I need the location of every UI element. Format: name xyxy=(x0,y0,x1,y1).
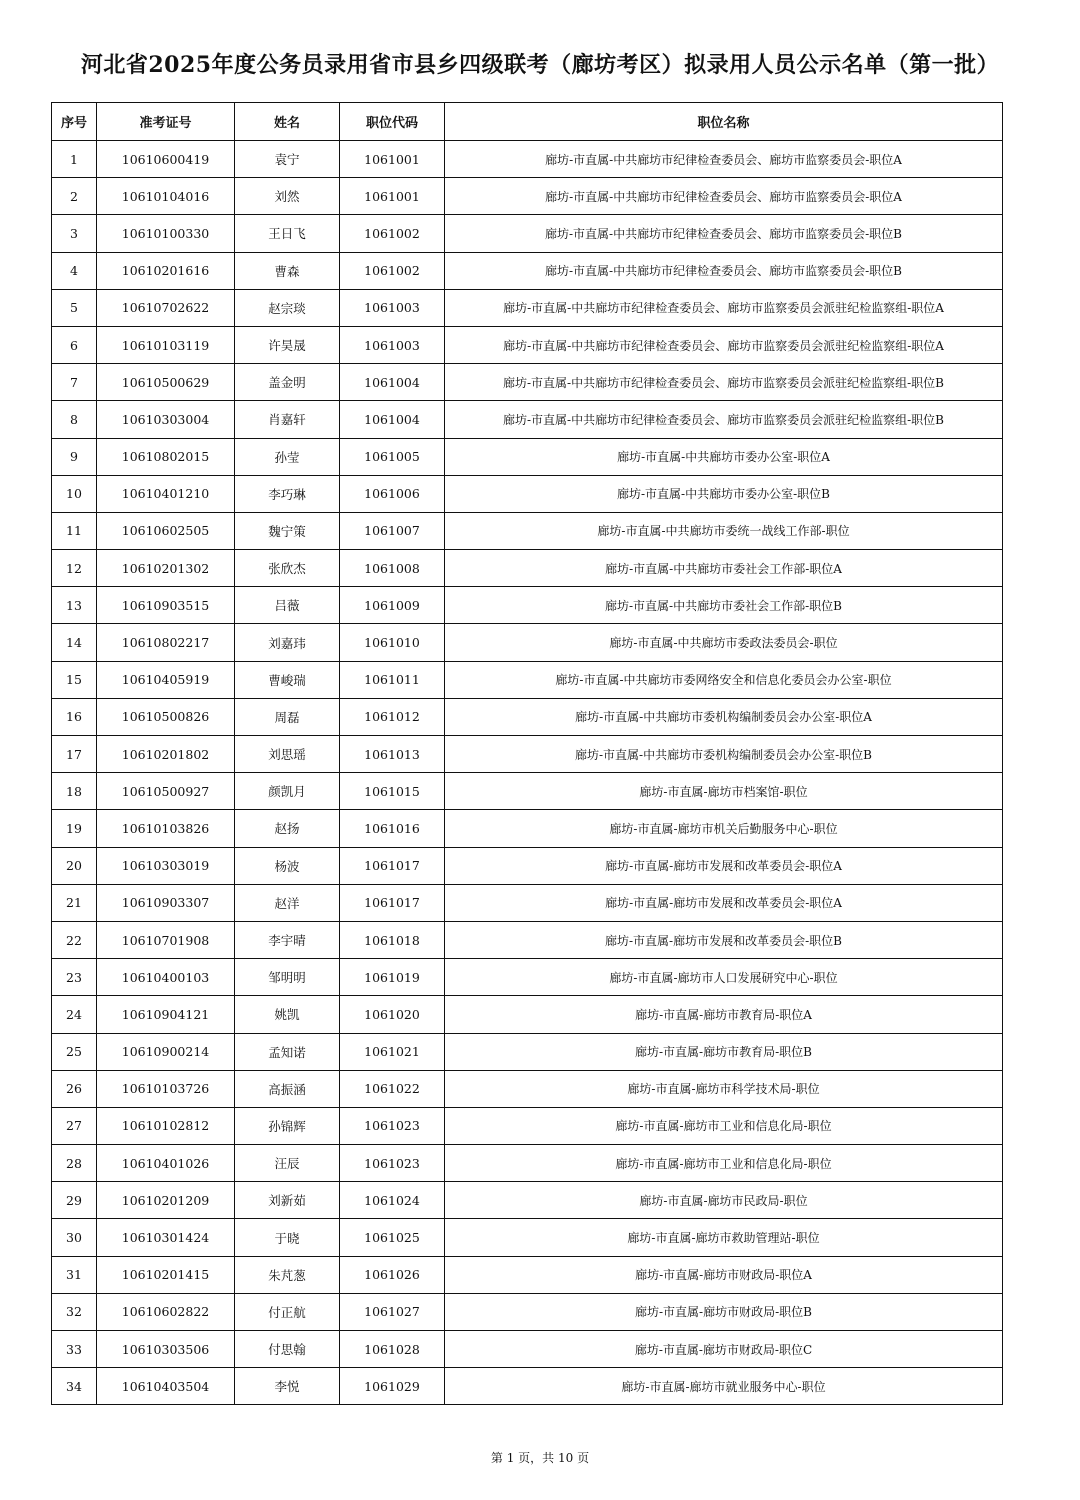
cell-index: 21 xyxy=(52,884,97,921)
cell-exam-number: 10610100330 xyxy=(97,215,235,252)
cell-index: 2 xyxy=(52,178,97,215)
cell-position-name: 廊坊-市直属-廊坊市发展和改革委员会-职位A xyxy=(445,847,1003,884)
cell-position-name: 廊坊-市直属-中共廊坊市纪律检查委员会、廊坊市监察委员会-职位B xyxy=(445,215,1003,252)
cell-position-code: 1061025 xyxy=(340,1219,445,1256)
cell-position-code: 1061015 xyxy=(340,773,445,810)
cell-index: 20 xyxy=(52,847,97,884)
cell-position-name: 廊坊-市直属-中共廊坊市委社会工作部-职位A xyxy=(445,550,1003,587)
cell-index: 5 xyxy=(52,289,97,326)
cell-index: 18 xyxy=(52,773,97,810)
cell-name: 曹峻瑞 xyxy=(235,661,340,698)
cell-name: 许昊晟 xyxy=(235,326,340,363)
table-row xyxy=(52,1070,1003,1107)
cell-exam-number: 10610500826 xyxy=(97,698,235,735)
header-position-code: 职位代码 xyxy=(340,103,445,141)
cell-position-code: 1061027 xyxy=(340,1293,445,1330)
cell-position-code: 1061004 xyxy=(340,401,445,438)
cell-index: 16 xyxy=(52,698,97,735)
cell-position-name: 廊坊-市直属-中共廊坊市纪律检查委员会、廊坊市监察委员会派驻纪检监察组-职位B xyxy=(445,401,1003,438)
table-row xyxy=(52,587,1003,624)
cell-name: 于晓 xyxy=(235,1219,340,1256)
cell-name: 曹森 xyxy=(235,252,340,289)
cell-name: 袁宁 xyxy=(235,141,340,178)
cell-name: 周磊 xyxy=(235,698,340,735)
cell-position-code: 1061010 xyxy=(340,624,445,661)
header-position-name: 职位名称 xyxy=(445,103,1003,141)
table-row xyxy=(52,698,1003,735)
cell-position-name: 廊坊-市直属-中共廊坊市委网络安全和信息化委员会办公室-职位 xyxy=(445,661,1003,698)
page-footer: 第 1 页，共 10 页 xyxy=(490,1451,590,1465)
cell-exam-number: 10610403504 xyxy=(97,1368,235,1405)
table-row xyxy=(52,996,1003,1033)
cell-exam-number: 10610102812 xyxy=(97,1107,235,1144)
cell-exam-number: 10610303004 xyxy=(97,401,235,438)
table-header-row xyxy=(52,103,1003,141)
table-row xyxy=(52,773,1003,810)
cell-index: 22 xyxy=(52,921,97,958)
cell-position-name: 廊坊-市直属-廊坊市发展和改革委员会-职位A xyxy=(445,884,1003,921)
cell-name: 魏宁策 xyxy=(235,512,340,549)
cell-position-code: 1061011 xyxy=(340,661,445,698)
cell-position-name: 廊坊-市直属-廊坊市工业和信息化局-职位 xyxy=(445,1107,1003,1144)
cell-exam-number: 10610405919 xyxy=(97,661,235,698)
cell-name: 赵洋 xyxy=(235,884,340,921)
cell-position-name: 廊坊-市直属-中共廊坊市纪律检查委员会、廊坊市监察委员会派驻纪检监察组-职位A xyxy=(445,289,1003,326)
table-row xyxy=(52,438,1003,475)
cell-position-code: 1061020 xyxy=(340,996,445,1033)
cell-position-name: 廊坊-市直属-廊坊市教育局-职位B xyxy=(445,1033,1003,1070)
cell-index: 28 xyxy=(52,1145,97,1182)
cell-exam-number: 10610303019 xyxy=(97,847,235,884)
cell-position-name: 廊坊-市直属-廊坊市人口发展研究中心-职位 xyxy=(445,959,1003,996)
table-row xyxy=(52,512,1003,549)
cell-index: 13 xyxy=(52,587,97,624)
cell-name: 吕薇 xyxy=(235,587,340,624)
cell-exam-number: 10610201415 xyxy=(97,1256,235,1293)
cell-name: 孟知诺 xyxy=(235,1033,340,1070)
cell-index: 19 xyxy=(52,810,97,847)
cell-exam-number: 10610600419 xyxy=(97,141,235,178)
cell-exam-number: 10610201209 xyxy=(97,1182,235,1219)
cell-exam-number: 10610903515 xyxy=(97,587,235,624)
cell-name: 邹明明 xyxy=(235,959,340,996)
cell-exam-number: 10610802217 xyxy=(97,624,235,661)
cell-position-code: 1061003 xyxy=(340,289,445,326)
cell-position-code: 1061017 xyxy=(340,884,445,921)
cell-position-code: 1061028 xyxy=(340,1331,445,1368)
cell-name: 孙莹 xyxy=(235,438,340,475)
cell-index: 29 xyxy=(52,1182,97,1219)
cell-name: 刘思瑶 xyxy=(235,736,340,773)
table-row xyxy=(52,215,1003,252)
cell-name: 刘新茹 xyxy=(235,1182,340,1219)
table-row xyxy=(52,884,1003,921)
cell-index: 33 xyxy=(52,1331,97,1368)
cell-exam-number: 10610602505 xyxy=(97,512,235,549)
cell-index: 4 xyxy=(52,252,97,289)
cell-name: 姚凯 xyxy=(235,996,340,1033)
cell-position-code: 1061023 xyxy=(340,1107,445,1144)
cell-name: 颜凯月 xyxy=(235,773,340,810)
cell-index: 8 xyxy=(52,401,97,438)
cell-index: 6 xyxy=(52,326,97,363)
cell-index: 12 xyxy=(52,550,97,587)
cell-exam-number: 10610201616 xyxy=(97,252,235,289)
cell-position-code: 1061013 xyxy=(340,736,445,773)
cell-name: 朱芃葱 xyxy=(235,1256,340,1293)
cell-position-code: 1061006 xyxy=(340,475,445,512)
cell-index: 32 xyxy=(52,1293,97,1330)
cell-index: 26 xyxy=(52,1070,97,1107)
cell-position-name: 廊坊-市直属-廊坊市教育局-职位A xyxy=(445,996,1003,1033)
cell-position-name: 廊坊-市直属-廊坊市民政局-职位 xyxy=(445,1182,1003,1219)
cell-name: 孙锦辉 xyxy=(235,1107,340,1144)
table-row xyxy=(52,959,1003,996)
cell-position-code: 1061002 xyxy=(340,215,445,252)
cell-position-code: 1061001 xyxy=(340,178,445,215)
cell-index: 10 xyxy=(52,475,97,512)
cell-position-name: 廊坊-市直属-中共廊坊市纪律检查委员会、廊坊市监察委员会派驻纪检监察组-职位A xyxy=(445,326,1003,363)
cell-position-code: 1061003 xyxy=(340,326,445,363)
cell-name: 盖金明 xyxy=(235,364,340,401)
cell-name: 张欣杰 xyxy=(235,550,340,587)
cell-position-name: 廊坊-市直属-中共廊坊市委统一战线工作部-职位 xyxy=(445,512,1003,549)
table-row xyxy=(52,1368,1003,1405)
cell-name: 赵扬 xyxy=(235,810,340,847)
cell-position-name: 廊坊-市直属-中共廊坊市委政法委员会-职位 xyxy=(445,624,1003,661)
table-row xyxy=(52,401,1003,438)
page-title: 河北省2025年度公务员录用省市县乡四级联考（廊坊考区）拟录用人员公示名单（第一批） xyxy=(80,52,1000,78)
cell-position-code: 1061001 xyxy=(340,141,445,178)
cell-position-code: 1061005 xyxy=(340,438,445,475)
cell-position-name: 廊坊-市直属-廊坊市机关后勤服务中心-职位 xyxy=(445,810,1003,847)
cell-position-name: 廊坊-市直属-廊坊市档案馆-职位 xyxy=(445,773,1003,810)
cell-exam-number: 10610500927 xyxy=(97,773,235,810)
cell-exam-number: 10610702622 xyxy=(97,289,235,326)
cell-exam-number: 10610903307 xyxy=(97,884,235,921)
cell-position-name: 廊坊-市直属-中共廊坊市纪律检查委员会、廊坊市监察委员会派驻纪检监察组-职位B xyxy=(445,364,1003,401)
cell-name: 李悦 xyxy=(235,1368,340,1405)
cell-exam-number: 10610201302 xyxy=(97,550,235,587)
cell-position-code: 1061017 xyxy=(340,847,445,884)
cell-index: 17 xyxy=(52,736,97,773)
header-index: 序号 xyxy=(52,103,97,141)
cell-position-name: 廊坊-市直属-中共廊坊市委机构编制委员会办公室-职位A xyxy=(445,698,1003,735)
cell-exam-number: 10610400103 xyxy=(97,959,235,996)
cell-name: 王日飞 xyxy=(235,215,340,252)
header-name: 姓名 xyxy=(235,103,340,141)
cell-index: 23 xyxy=(52,959,97,996)
cell-position-name: 廊坊-市直属-中共廊坊市委办公室-职位B xyxy=(445,475,1003,512)
cell-exam-number: 10610602822 xyxy=(97,1293,235,1330)
table-row xyxy=(52,1145,1003,1182)
cell-position-code: 1061018 xyxy=(340,921,445,958)
table-row xyxy=(52,141,1003,178)
cell-position-code: 1061029 xyxy=(340,1368,445,1405)
cell-position-name: 廊坊-市直属-廊坊市发展和改革委员会-职位B xyxy=(445,921,1003,958)
table-row xyxy=(52,661,1003,698)
cell-position-name: 廊坊-市直属-廊坊市财政局-职位A xyxy=(445,1256,1003,1293)
table-row xyxy=(52,624,1003,661)
table-row xyxy=(52,810,1003,847)
cell-position-name: 廊坊-市直属-廊坊市工业和信息化局-职位 xyxy=(445,1145,1003,1182)
table-row xyxy=(52,921,1003,958)
roster-body xyxy=(52,141,1003,1405)
cell-position-code: 1061004 xyxy=(340,364,445,401)
cell-position-name: 廊坊-市直属-廊坊市科学技术局-职位 xyxy=(445,1070,1003,1107)
cell-name: 肖嘉轩 xyxy=(235,401,340,438)
cell-name: 付思翰 xyxy=(235,1331,340,1368)
table-row xyxy=(52,289,1003,326)
cell-exam-number: 10610802015 xyxy=(97,438,235,475)
cell-name: 李巧琳 xyxy=(235,475,340,512)
header-exam-number: 准考证号 xyxy=(97,103,235,141)
cell-position-code: 1061024 xyxy=(340,1182,445,1219)
cell-position-code: 1061019 xyxy=(340,959,445,996)
cell-index: 11 xyxy=(52,512,97,549)
table-row xyxy=(52,1256,1003,1293)
cell-position-name: 廊坊-市直属-中共廊坊市纪律检查委员会、廊坊市监察委员会-职位A xyxy=(445,141,1003,178)
cell-position-code: 1061009 xyxy=(340,587,445,624)
cell-position-code: 1061026 xyxy=(340,1256,445,1293)
cell-index: 27 xyxy=(52,1107,97,1144)
cell-exam-number: 10610401026 xyxy=(97,1145,235,1182)
cell-exam-number: 10610103726 xyxy=(97,1070,235,1107)
table-row xyxy=(52,364,1003,401)
cell-position-code: 1061022 xyxy=(340,1070,445,1107)
cell-exam-number: 10610701908 xyxy=(97,921,235,958)
cell-index: 3 xyxy=(52,215,97,252)
cell-index: 30 xyxy=(52,1219,97,1256)
cell-name: 杨波 xyxy=(235,847,340,884)
table-row xyxy=(52,252,1003,289)
cell-index: 25 xyxy=(52,1033,97,1070)
cell-name: 刘嘉玮 xyxy=(235,624,340,661)
cell-name: 刘然 xyxy=(235,178,340,215)
cell-exam-number: 10610104016 xyxy=(97,178,235,215)
roster-table xyxy=(51,102,1003,1405)
cell-name: 汪辰 xyxy=(235,1145,340,1182)
cell-position-code: 1061007 xyxy=(340,512,445,549)
cell-index: 14 xyxy=(52,624,97,661)
cell-name: 付正航 xyxy=(235,1293,340,1330)
table-row xyxy=(52,178,1003,215)
cell-position-name: 廊坊-市直属-中共廊坊市纪律检查委员会、廊坊市监察委员会-职位A xyxy=(445,178,1003,215)
cell-exam-number: 10610500629 xyxy=(97,364,235,401)
table-row xyxy=(52,1331,1003,1368)
cell-index: 1 xyxy=(52,141,97,178)
cell-position-code: 1061008 xyxy=(340,550,445,587)
cell-exam-number: 10610401210 xyxy=(97,475,235,512)
cell-exam-number: 10610201802 xyxy=(97,736,235,773)
cell-position-name: 廊坊-市直属-廊坊市财政局-职位B xyxy=(445,1293,1003,1330)
cell-index: 9 xyxy=(52,438,97,475)
table-row xyxy=(52,736,1003,773)
cell-index: 31 xyxy=(52,1256,97,1293)
table-row xyxy=(52,847,1003,884)
cell-exam-number: 10610301424 xyxy=(97,1219,235,1256)
cell-exam-number: 10610103119 xyxy=(97,326,235,363)
cell-position-name: 廊坊-市直属-廊坊市财政局-职位C xyxy=(445,1331,1003,1368)
cell-position-name: 廊坊-市直属-中共廊坊市委机构编制委员会办公室-职位B xyxy=(445,736,1003,773)
table-row xyxy=(52,550,1003,587)
cell-exam-number: 10610904121 xyxy=(97,996,235,1033)
cell-name: 赵宗琰 xyxy=(235,289,340,326)
cell-name: 高振涵 xyxy=(235,1070,340,1107)
cell-exam-number: 10610900214 xyxy=(97,1033,235,1070)
cell-exam-number: 10610103826 xyxy=(97,810,235,847)
cell-name: 李宇晴 xyxy=(235,921,340,958)
table-row xyxy=(52,1033,1003,1070)
cell-index: 15 xyxy=(52,661,97,698)
cell-index: 24 xyxy=(52,996,97,1033)
cell-index: 34 xyxy=(52,1368,97,1405)
table-row xyxy=(52,1219,1003,1256)
cell-exam-number: 10610303506 xyxy=(97,1331,235,1368)
table-row xyxy=(52,1182,1003,1219)
cell-position-name: 廊坊-市直属-廊坊市就业服务中心-职位 xyxy=(445,1368,1003,1405)
table-row xyxy=(52,326,1003,363)
cell-position-code: 1061016 xyxy=(340,810,445,847)
cell-position-name: 廊坊-市直属-中共廊坊市委办公室-职位A xyxy=(445,438,1003,475)
cell-position-name: 廊坊-市直属-中共廊坊市纪律检查委员会、廊坊市监察委员会-职位B xyxy=(445,252,1003,289)
cell-position-code: 1061002 xyxy=(340,252,445,289)
cell-position-name: 廊坊-市直属-中共廊坊市委社会工作部-职位B xyxy=(445,587,1003,624)
cell-index: 7 xyxy=(52,364,97,401)
cell-position-name: 廊坊-市直属-廊坊市救助管理站-职位 xyxy=(445,1219,1003,1256)
cell-position-code: 1061012 xyxy=(340,698,445,735)
table-row xyxy=(52,475,1003,512)
cell-position-code: 1061023 xyxy=(340,1145,445,1182)
table-row xyxy=(52,1107,1003,1144)
table-row xyxy=(52,1293,1003,1330)
cell-position-code: 1061021 xyxy=(340,1033,445,1070)
